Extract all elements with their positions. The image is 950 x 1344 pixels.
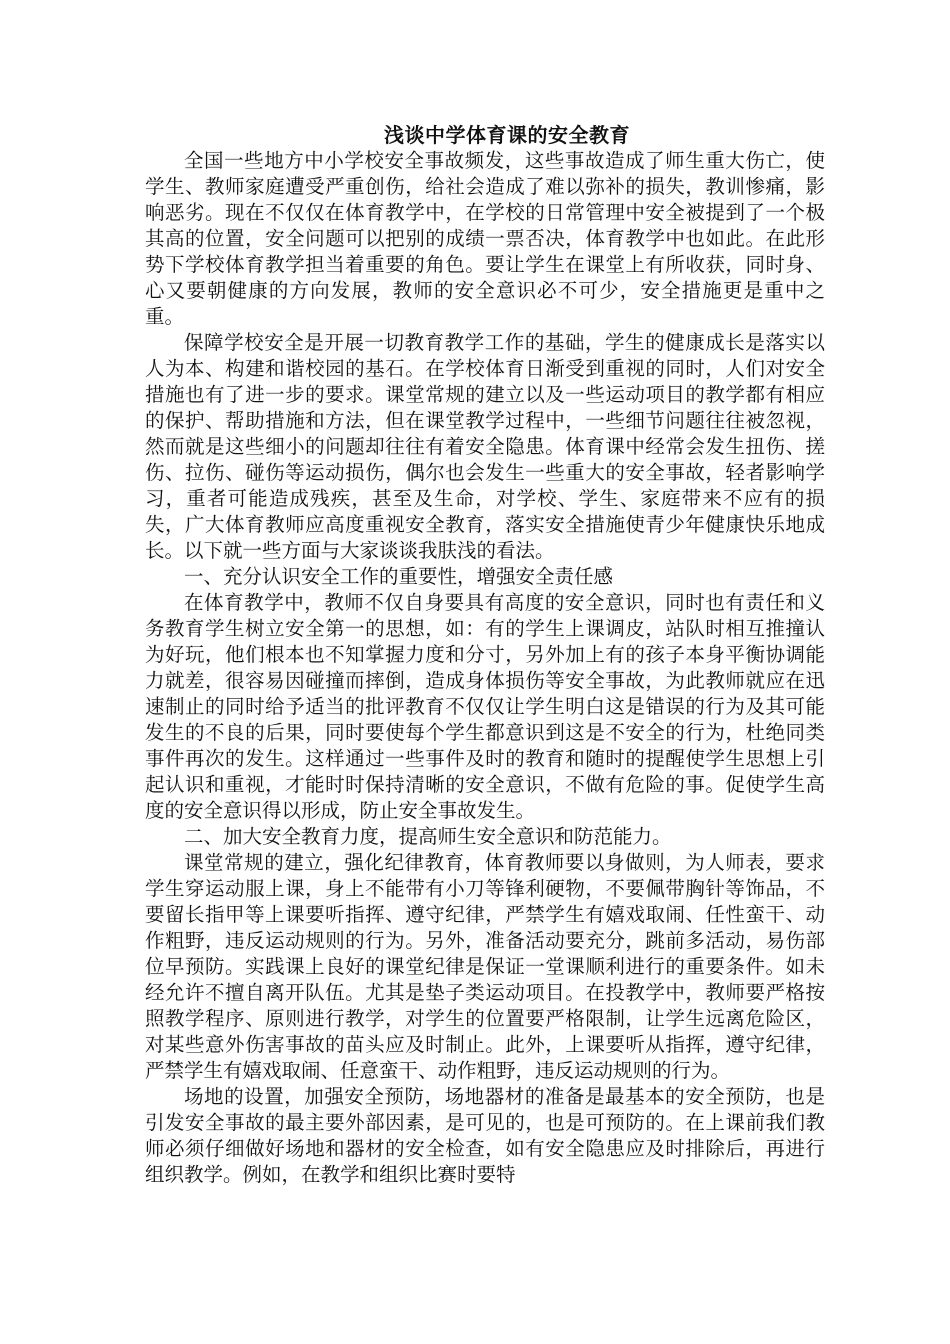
paragraph-safety-foundation: 保障学校安全是开展一切教育教学工作的基础，学生的健康成长是落实以人为本、构建和谐校园的基石。在学校体育日渐受到重视的同时，人们对安全措施也有了进一步的要求。课堂常规的建立以及一些运动项目的教学都有相应的保护、帮助措施和方法，但在课堂教学过程中，一些细节问题往往被忽视，然而就是这些细小的问题却往往有着安全隐患。体育课中经常会发生扭伤、搓伤、拉伤、碰伤等运动损伤，偶尔也会发生一些重大的安全事故，轻者影响学习，重者可能造成残疾，甚至及生命，对学校、学生、家庭带来不应有的损失，广大体育教师应高度重视安全教育，落实安全措施使青少年健康快乐地成长。以下就一些方面与大家谈谈我肤浅的看法。: [145, 331, 825, 562]
section-heading-2: 二、加大安全教育力度，提高师生安全意识和防范能力。: [184, 825, 672, 848]
section-heading-1: 一、充分认识安全工作的重要性，增强安全责任感: [184, 565, 614, 588]
document-title: 浅谈中学体育课的安全教育: [384, 123, 630, 147]
paragraph-classroom-rules: 课堂常规的建立，强化纪律教育，体育教师要以身做则，为人师表，要求学生穿运动服上课，身上不能带有小刀等锋利硬物，不要佩带胸针等饰品，不要留长指甲等上课要听指挥、遵守纪律，严禁学生有嬉戏取闹、任性蛮干、动作粗野，违反运动规则的行为。另外，准备活动要充分，跳前多活动，易伤部位早预防。实践课上良好的课堂纪律是保证一堂课顺利进行的重要条件。如未经允许不擅自离开队伍。尤其是垫子类运动项目。在投教学中，教师要严格按照教学程序、原则进行教学，对学生的位置要严格限制，让学生远离危险区，对某些意外伤害事故的苗头应及时制止。此外，上课要听从指挥，遵守纪律，严禁学生有嬉戏取闹、任意蛮干、动作粗野，违反运动规则的行为。: [145, 851, 825, 1082]
document-page: [145, 122, 825, 1188]
paragraph-venue-setup: 场地的设置，加强安全预防，场地器材的准备是最基本的安全预防，也是引发安全事故的最主要外部因素，是可见的，也是可预防的。在上课前我们教师必须仔细做好场地和器材的安全检查，如有安全隐患应及时排除后，再进行组织教学。例如，在教学和组织比赛时要特: [145, 1085, 825, 1186]
paragraph-intro: 全国一些地方中小学校安全事故频发，这些事故造成了师生重大伤亡，使学生、教师家庭遭受严重创伤，给社会造成了难以弥补的损失，教训惨痛，影响恶劣。现在不仅仅在体育教学中，在学校的日常管理中安全被提到了一个极其高的位置，安全问题可以把别的成绩一票否决，体育教学中也如此。在此形势下学校体育教学担当着重要的角色。要让学生在课堂上有所收获，同时身、心又要朝健康的方向发展，教师的安全意识必不可少，安全措施更是重中之重。: [145, 149, 825, 328]
paragraph-section-1: 在体育教学中，教师不仅自身要具有高度的安全意识，同时也有责任和义务教育学生树立安全第一的思想，如：有的学生上课调皮，站队时相互推撞认为好玩，他们根本也不知掌握力度和分寸，另外加上有的孩子本身平衡协调能力就差，很容易因碰撞而摔倒，造成身体损伤等安全事故，为此教师就应在迅速制止的同时给予适当的批评教育不仅仅让学生明白这是错误的行为及其可能发生的不良的后果，同时要使每个学生都意识到这是不安全的行为，杜绝同类事件再次的发生。这样通过一些事件及时的教育和随时的提醒使学生思想上引起认识和重视，才能时时保持清晰的安全意识，不做有危险的事。促使学生高度的安全意识得以形成，防止安全事故发生。: [145, 591, 825, 822]
